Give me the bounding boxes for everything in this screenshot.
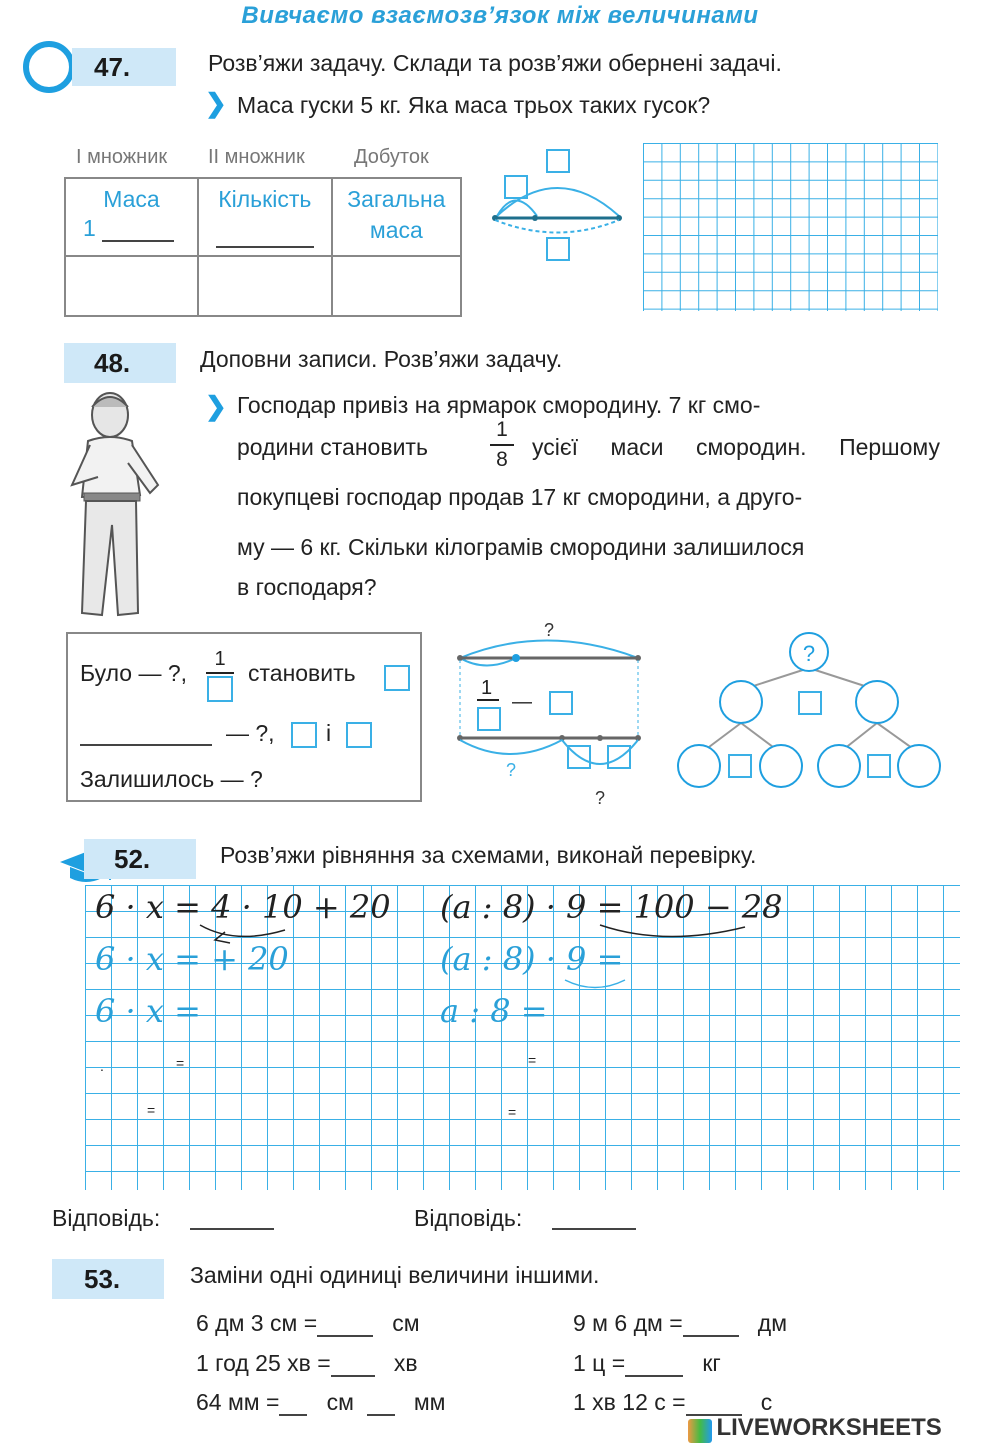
exercise-47-table: [64, 177, 462, 317]
answer-line[interactable]: [190, 1206, 274, 1230]
equation-right-3: a : 8 =: [440, 992, 548, 1030]
record-fraction: 1: [206, 648, 234, 702]
logo-icon: [688, 1419, 712, 1443]
equation-left-1: 6 · x = 4 · 10 + 20: [95, 888, 391, 926]
answer-square[interactable]: [207, 676, 233, 702]
exercise-53-task: Заміни одні одиниці величини іншими.: [190, 1262, 600, 1288]
fraction-one-eighth: 1 8: [490, 418, 514, 472]
record-line-2: — ?,: [226, 720, 275, 746]
question-mark-root: ?: [802, 641, 816, 666]
record-line-2-and: і: [326, 720, 332, 746]
exercise-47-task: Розв’яжи задачу. Склади та розв’яжи обернені задачі.: [208, 50, 782, 76]
exercise-48-line-4: му — 6 кг. Скільки кілограмів смородини залишилося: [237, 534, 805, 560]
exercise-48-segment-scheme: [450, 618, 650, 810]
exercise-48-task: Доповни записи. Розв’яжи задачу.: [200, 346, 563, 372]
conversion-row: 1 ц = кг: [573, 1350, 721, 1376]
table-header-mass: Маса 1: [65, 178, 198, 256]
equation-right-2: (a : 8) · 9 =: [440, 940, 624, 978]
answer-square[interactable]: [291, 722, 317, 748]
exercise-48-line-2b: усієї маси смородин. Першому: [532, 434, 940, 460]
answer-line[interactable]: [317, 1315, 373, 1337]
conversion-row: 1 хв 12 с = с: [573, 1389, 773, 1415]
conversion-row: 64 мм = см мм: [196, 1389, 446, 1415]
exercise-48-line-1: Господар привіз на ярмарок смородину. 7 кг смо-: [237, 392, 761, 418]
answer-line[interactable]: [80, 720, 212, 746]
eq-mark: =: [176, 1055, 185, 1071]
exercise-52-task: Розв’яжи рівняння за схемами, виконай перевірку.: [220, 842, 757, 868]
answer-line[interactable]: [279, 1394, 307, 1416]
table-header-count: Кількість: [198, 178, 332, 256]
exercise-52-grid[interactable]: [85, 885, 960, 1190]
question-mark-bottom: ?: [595, 788, 606, 808]
dot-mark: .: [100, 1058, 104, 1074]
question-mark-left: ?: [506, 760, 517, 780]
answer-line[interactable]: [683, 1315, 739, 1337]
table-header-total: Загальна маса: [332, 178, 461, 256]
exercise-48-line-3: покупцеві господар продав 17 кг смородини, а друго-: [237, 484, 803, 510]
chevron-right-icon: ❯: [205, 88, 227, 118]
diagram-dash: —: [512, 691, 532, 713]
exercise-48-line-2a: родини становить: [237, 434, 428, 460]
liveworksheets-logo: LIVEWORKSHEETS: [688, 1414, 942, 1443]
table-cell-input[interactable]: [198, 256, 332, 316]
exercise-48-tree-scheme: [675, 628, 943, 790]
record-line-1b: становить: [248, 660, 356, 686]
answer-line[interactable]: [367, 1394, 395, 1416]
table-cell-input[interactable]: [65, 256, 198, 316]
answer-line[interactable]: [331, 1355, 375, 1377]
record-line-3: Залишилось — ?: [80, 766, 263, 792]
answer-square[interactable]: [346, 722, 372, 748]
exercise-53-number: 53.: [52, 1259, 164, 1299]
table-cell-input[interactable]: [332, 256, 461, 316]
answer-label-left: Відповідь:: [52, 1205, 161, 1231]
diagram-fraction-num: 1: [481, 677, 493, 699]
exercise-47-number: 47.: [72, 48, 176, 86]
page-title: Вивчаємо взаємозв’язок між величинами: [241, 2, 759, 29]
record-line-1a: Було — ?,: [80, 660, 188, 686]
exercise-48-number: 48.: [64, 343, 176, 383]
answer-line[interactable]: [102, 240, 174, 242]
exercise-52-number: 52.: [84, 839, 196, 879]
conversion-row: 9 м 6 дм = дм: [573, 1310, 788, 1336]
equation-right-1: (a : 8) · 9 = 100 − 28: [440, 888, 783, 926]
exercise-47-problem: Маса гуски 5 кг. Яка маса трьох таких гусок?: [237, 92, 711, 118]
question-mark-top: ?: [544, 620, 555, 640]
label-multiplier-1: І множник: [76, 146, 168, 168]
conversion-row: 1 год 25 хв = хв: [196, 1350, 418, 1376]
chevron-right-icon: ❯: [205, 391, 227, 421]
label-multiplier-2: ІІ множник: [208, 146, 305, 168]
answer-line[interactable]: [625, 1355, 683, 1377]
conversion-row: 6 дм 3 см = см: [196, 1310, 420, 1336]
eq-mark: =: [528, 1052, 537, 1068]
answer-line[interactable]: [686, 1394, 742, 1416]
label-product: Добуток: [354, 146, 429, 168]
equation-left-2: 6 · x = + 20: [95, 940, 289, 978]
eq-mark: =: [147, 1102, 156, 1118]
eq-mark: =: [508, 1104, 517, 1120]
answer-line[interactable]: [216, 246, 314, 248]
exercise-47-grid[interactable]: [643, 143, 938, 311]
equation-left-3: 6 · x =: [95, 992, 201, 1030]
exercise-48-line-5: в господаря?: [237, 574, 377, 600]
answer-square[interactable]: [384, 665, 410, 691]
farmer-illustration: [58, 385, 168, 625]
answer-label-right: Відповідь:: [414, 1205, 523, 1231]
exercise-47-scheme: [485, 140, 635, 270]
answer-line[interactable]: [552, 1206, 636, 1230]
